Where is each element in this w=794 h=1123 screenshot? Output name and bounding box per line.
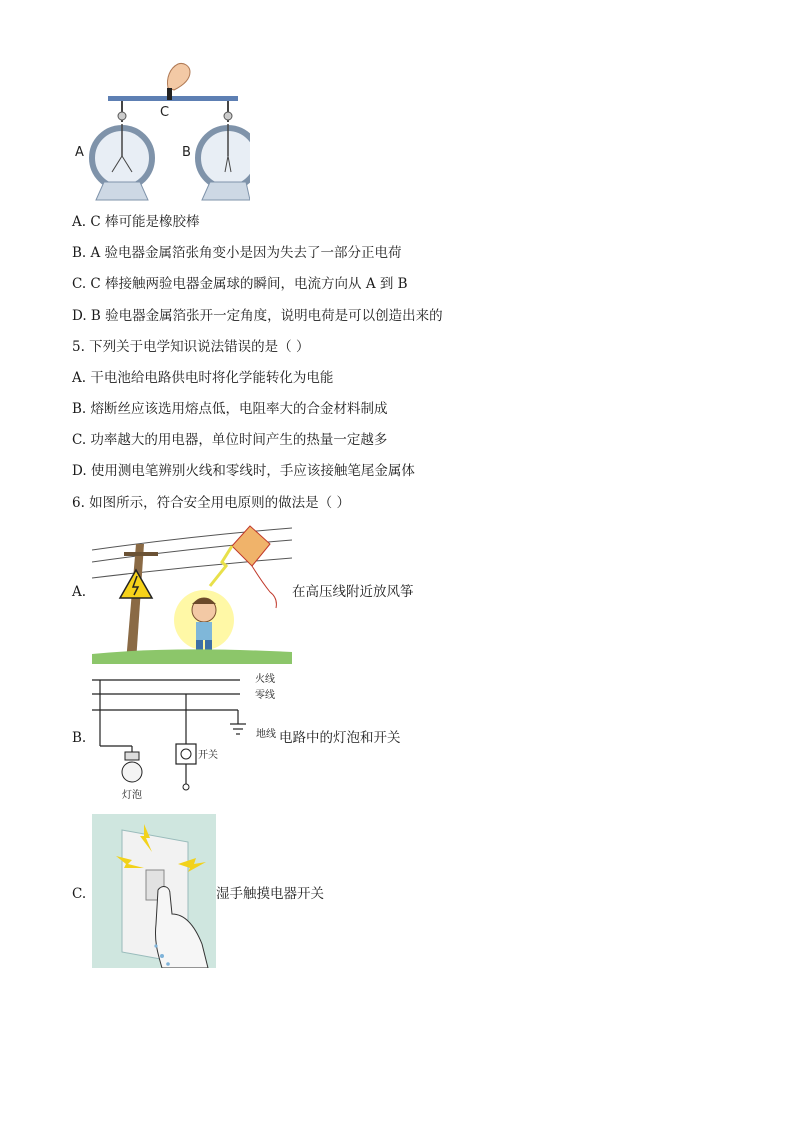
q5-option-c: C. 功率越大的用电器，单位时间产生的热量一定越多	[72, 432, 388, 448]
q6-option-b-text: 电路中的灯泡和开关	[279, 730, 401, 746]
q5-stem: 5. 下列关于电学知识说法错误的是（ ）	[72, 339, 310, 355]
q4-option-b: B. A 验电器金属箔张角变小是因为失去了一部分正电荷	[72, 245, 402, 261]
rod-c-label: C	[160, 105, 170, 120]
kite-power-line-image	[92, 522, 292, 664]
q6-option-a-letter: A.	[72, 584, 87, 600]
q6-stem: 6. 如图所示，符合安全用电原则的做法是（ ）	[72, 495, 350, 511]
switch-label: 开关	[198, 750, 218, 761]
q6-option-c-letter: C.	[72, 886, 87, 902]
q5-option-a: A. 干电池给电路供电时将化学能转化为电能	[72, 370, 334, 386]
electroscope-b	[198, 101, 250, 200]
q4-option-d: D. B 验电器金属箔张开一定角度，说明电荷是可以创造出来的	[72, 308, 443, 324]
electroscope-a	[92, 101, 152, 200]
q5-option-d: D. 使用测电笔辨别火线和零线时，手应该接触笔尾金属体	[72, 463, 415, 479]
electroscope-figure	[70, 60, 250, 205]
wet-hand-switch-image	[92, 814, 216, 968]
q4-option-a: A. C 棒可能是橡胶棒	[72, 214, 200, 230]
rod-c	[108, 96, 238, 101]
ground-wire-label: 地线	[256, 729, 276, 740]
q6-option-a-text: 在高压线附近放风筝	[292, 584, 414, 600]
q4-option-c: C. C 棒接触两验电器金属球的瞬间，电流方向从 A 到 B	[72, 276, 408, 292]
fire-wire-label: 火线	[255, 674, 275, 685]
q5-option-b: B. 熔断丝应该选用熔点低，电阻率大的合金材料制成	[72, 401, 388, 417]
bulb-label: 灯泡	[122, 790, 142, 801]
hand-icon	[167, 63, 190, 90]
light-bulb-icon	[122, 762, 142, 782]
q6-option-c-text: 湿手触摸电器开关	[216, 886, 324, 902]
electroscope-a-label: A	[75, 145, 84, 160]
neutral-wire-label: 零线	[255, 690, 275, 701]
electroscope-b-label: B	[182, 145, 191, 160]
q6-option-b-letter: B.	[72, 730, 87, 746]
wiring-diagram	[90, 668, 280, 803]
